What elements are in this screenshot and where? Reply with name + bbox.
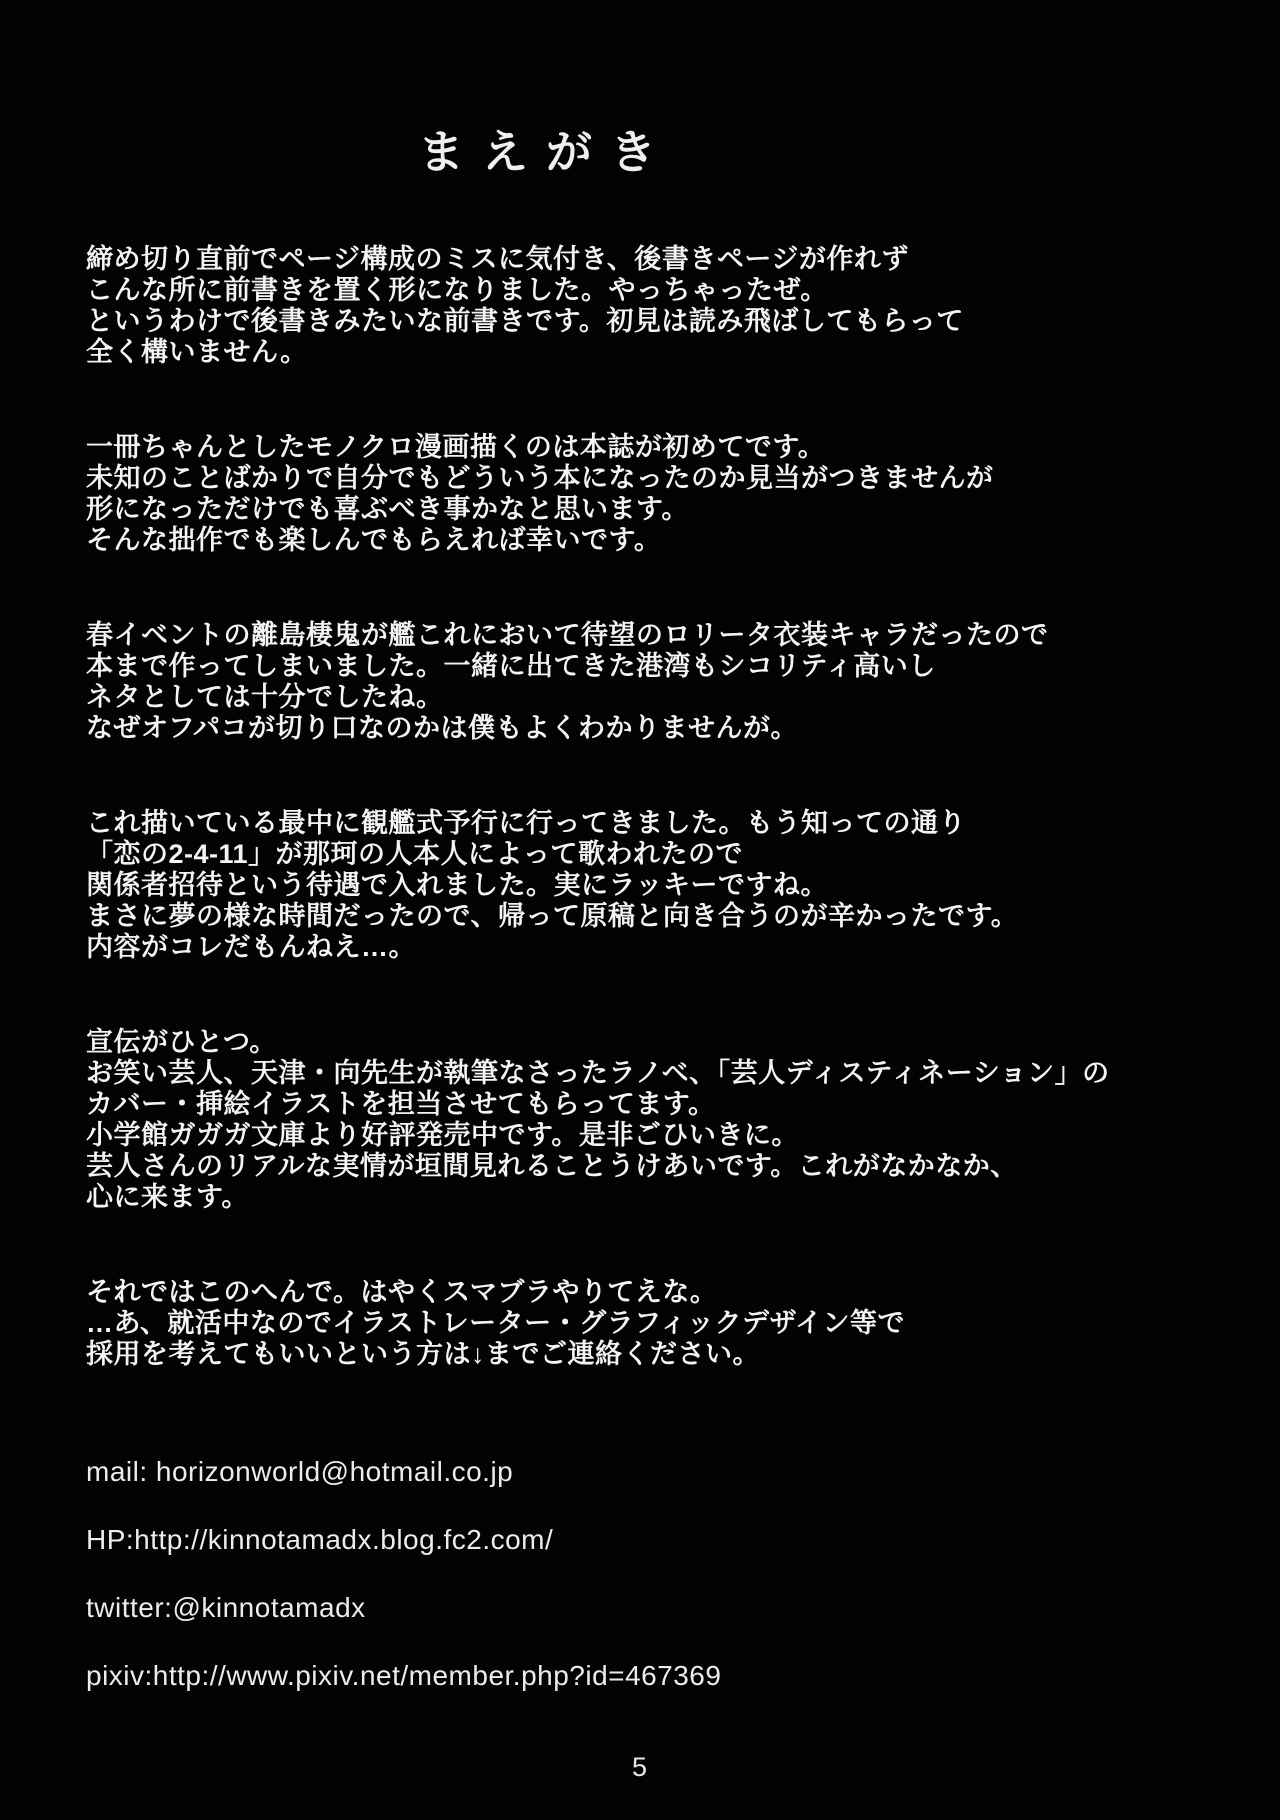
text-line: それではこのへんで。はやくスマブラやりてえな。 <box>86 1277 718 1307</box>
contact-pixiv: pixiv:http://www.pixiv.net/member.php?id=467369 <box>86 1660 722 1691</box>
text-line: 本まで作ってしまいました。一緒に出てきた港湾もシコリティ高いし <box>86 651 936 681</box>
foreword-paragraph-4 <box>86 808 1220 963</box>
page-number: 5 <box>631 1752 649 1782</box>
foreword-paragraph-6 <box>86 1277 1220 1370</box>
contact-mail: mail: horizonworld@hotmail.co.jp <box>86 1456 514 1487</box>
text-line: 小学館ガガガ文庫より好評発売中です。是非ごひいきに。 <box>86 1120 799 1150</box>
text-line: なぜオフパコが切り口なのかは僕もよくわかりませんが。 <box>86 713 799 743</box>
text-line: 宣伝がひとつ。 <box>86 1027 277 1057</box>
text-line: 「恋の2-4-11」が那珂の人本人によって歌われたので <box>86 839 744 869</box>
text-line: お笑い芸人、天津・向先生が執筆なさったラノベ、「芸人ディスティネーション」の <box>86 1058 1110 1088</box>
text-line: これ描いている最中に観艦式予行に行ってきました。もう知っての通り <box>86 808 966 838</box>
foreword-paragraph-2 <box>86 432 1220 556</box>
foreword-content <box>0 116 1280 1692</box>
text-line: 芸人さんのリアルな実情が垣間見れることうけあいです。これがなかなか、 <box>86 1151 1018 1181</box>
contact-info <box>86 1456 1220 1692</box>
text-line: 全く構いません。 <box>86 337 308 367</box>
foreword-paragraph-3 <box>86 620 1220 744</box>
text-line: まさに夢の様な時間だったので、帰って原稿と向き合うのが辛かったです。 <box>86 901 1019 931</box>
text-line: こんな所に前書きを置く形になりました。やっちゃったぜ。 <box>86 275 828 305</box>
text-line: そんな拙作でも楽しんでもらえれば幸いです。 <box>86 525 662 555</box>
contact-twitter: twitter:@kinnotamadx <box>86 1592 366 1623</box>
text-line: カバー・挿絵イラストを担当させてもらってます。 <box>86 1089 716 1119</box>
text-line: 未知のことばかりで自分でもどういう本になったのか見当がつきませんが <box>86 463 994 493</box>
text-line: 春イベントの離島棲鬼が艦これにおいて待望のロリータ衣装キャラだったので <box>86 620 1049 650</box>
foreword-paragraph-1 <box>86 244 1220 368</box>
foreword-paragraph-5 <box>86 1027 1220 1213</box>
text-line: 採用を考えてもいいという方は↓までご連絡ください。 <box>86 1339 760 1369</box>
text-line: 関係者招待という待遇で入れました。実にラッキーですね。 <box>86 870 828 900</box>
text-line: 締め切り直前でページ構成のミスに気付き、後書きページが作れず <box>86 244 909 274</box>
text-line: …あ、就活中なのでイラストレーター・グラフィックデザイン等で <box>86 1308 906 1338</box>
text-line: 形になっただけでも喜ぶべき事かなと思います。 <box>86 494 689 524</box>
page-title: まえがき <box>418 127 674 178</box>
text-line: というわけで後書きみたいな前書きです。初見は読み飛ばしてもらって <box>86 306 964 336</box>
contact-hp: HP:http://kinnotamadx.blog.fc2.com/ <box>86 1524 554 1555</box>
text-line: 心に来ます。 <box>86 1182 249 1212</box>
text-line: ネタとしては十分でしたね。 <box>86 682 444 712</box>
text-line: 一冊ちゃんとしたモノクロ漫画描くのは本誌が初めてです。 <box>86 432 826 462</box>
text-line: 内容がコレだもんねえ…。 <box>86 932 416 962</box>
